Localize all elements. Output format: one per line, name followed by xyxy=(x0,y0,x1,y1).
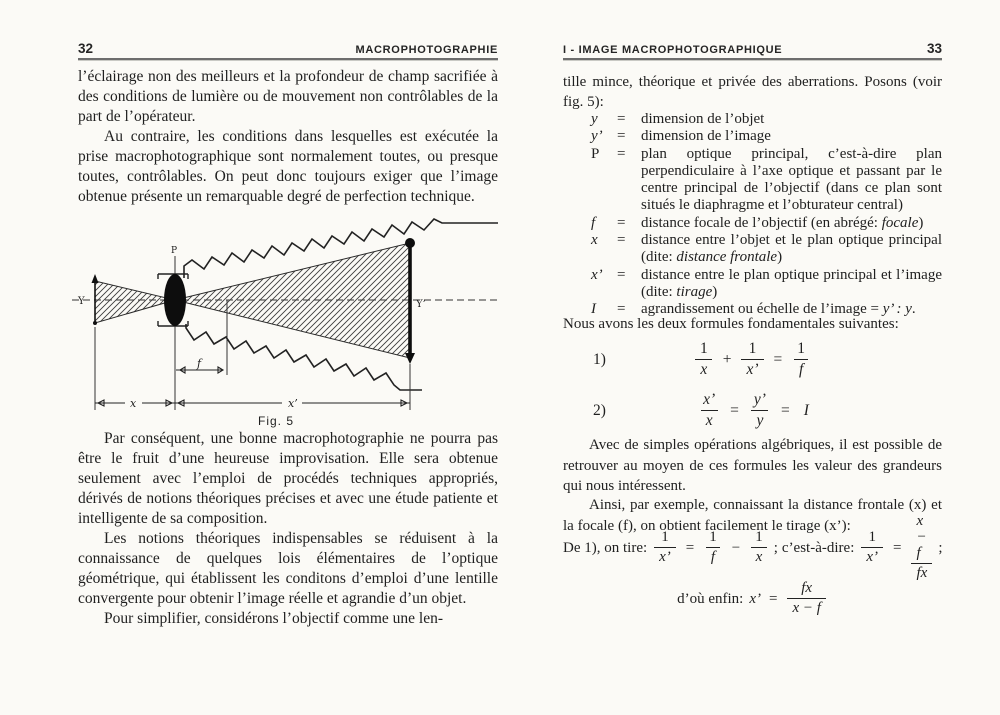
definition-term: x’ xyxy=(591,266,603,283)
equals-operator: = xyxy=(685,539,695,556)
page-left xyxy=(78,0,498,715)
desc-italic: tirage xyxy=(676,283,713,300)
numerator: 1 xyxy=(661,529,669,545)
figure-caption: Fig. 5 xyxy=(258,414,295,428)
desc-italic: focale xyxy=(881,214,919,231)
paragraph-eclairage: l’éclairage non des meilleurs et la profondeur de champ sacrifiée à des conditions de lumière ou de mouvement non contrôlables de la part de l’opérateur. xyxy=(78,68,498,125)
definition-desc xyxy=(641,232,942,267)
definitions-list xyxy=(591,111,942,319)
denominator: x’ xyxy=(861,547,883,566)
label-tirage-x-prime: x’ xyxy=(288,397,298,410)
denominator: x xyxy=(751,547,768,566)
denominator: y xyxy=(751,410,768,430)
paragraph-tille-mince: tille mince, théorique et privée des aberrations. Posons (voir fig. 5): xyxy=(563,74,942,110)
fraction xyxy=(698,392,720,429)
header-rule-right xyxy=(563,58,942,60)
fraction xyxy=(749,392,771,429)
formula-2 xyxy=(563,388,942,434)
object-beam-hatched xyxy=(95,281,175,323)
equals-operator: = xyxy=(730,402,739,419)
definition-term: I xyxy=(591,301,596,318)
running-head-title-left: MACROPHOTOGRAPHIE xyxy=(355,44,498,56)
result-i: I xyxy=(803,402,809,419)
final-intro: d’où enfin: xyxy=(677,590,744,607)
equals-sign: = xyxy=(617,128,626,145)
definition-term: x xyxy=(591,232,598,249)
fraction xyxy=(787,581,825,617)
formula-1 xyxy=(563,338,942,382)
derivation-middle: c’est-à-dire: xyxy=(781,539,855,556)
figure-5-svg xyxy=(70,214,506,430)
fraction xyxy=(792,341,810,378)
numerator: 1 xyxy=(748,340,757,358)
definition-row-p xyxy=(591,146,942,215)
derivation-intro: De 1), on tire: xyxy=(563,539,648,556)
numerator: fx xyxy=(801,580,813,596)
desc-text: plan optique principal, c’est-à-dire plan perpendiculaire à l’axe optique et passant par le centre principal de l’objectif (dans ce plan sont situés le diaphragme et l’obturateur central) xyxy=(641,145,942,214)
equals-sign: = xyxy=(617,214,626,231)
label-frontal-x: x xyxy=(130,397,137,410)
numerator: 1 xyxy=(755,529,763,545)
fraction xyxy=(750,530,768,566)
label-object-y: Y xyxy=(78,296,85,307)
page-number-right: 33 xyxy=(926,41,942,56)
paragraph-au-contraire: Au contraire, les conditions dans lesquelles est exécutée la prise macrophotographique sont normalement toutes, ou presque toutes, contrôlables. On peut donc toujours exiger que l’image obtenue présente un remarquable degré de perfection technique. xyxy=(78,128,498,205)
definition-term: f xyxy=(591,214,596,231)
definition-desc xyxy=(641,128,942,145)
semicolon: ; xyxy=(938,539,943,556)
paragraph-par-consequent: Par conséquent, une bonne macrophotographie ne pourra pas être le fruit d’une heureuse improvisation. Elle sera obtenue seulement avec l’emploi de procédés techniques appropriés, dérivés de notions théoriques précises et avec une étude patiente et intelligente de sa composition. xyxy=(78,430,498,527)
figure-5 xyxy=(70,214,506,430)
desc-text: agrandissement ou échelle de l’image = xyxy=(641,301,883,318)
equals-sign: = xyxy=(617,232,626,249)
image-arrowhead xyxy=(405,353,415,364)
label-principal-plane: P xyxy=(171,246,178,256)
fraction xyxy=(654,530,676,566)
definition-desc xyxy=(641,215,942,232)
definition-term: P xyxy=(591,145,600,162)
equals-operator: = xyxy=(893,539,902,556)
fraction xyxy=(861,530,883,566)
minus-operator: − xyxy=(731,539,741,556)
page-right xyxy=(563,0,942,715)
denominator: x xyxy=(695,359,712,379)
header-rule-left xyxy=(78,58,498,60)
definition-term: y’ xyxy=(591,128,603,145)
label-image-y-prime: Y’ xyxy=(416,299,426,310)
desc-tail: ) xyxy=(918,214,924,231)
desc-tail: . xyxy=(911,301,916,318)
desc-text: dimension de l’image xyxy=(641,128,771,145)
desc-text: distance focale de l’objectif (en abrégé: xyxy=(641,214,882,231)
paragraph-ainsi: Ainsi, par exemple, connaissant la distance frontale (x) et la focale (f), on obtient facilement le tirage (x’): xyxy=(563,497,942,534)
left-text-block-top xyxy=(78,67,498,207)
fraction xyxy=(704,530,722,566)
equals-operator: = xyxy=(780,402,790,419)
denominator: f xyxy=(706,547,720,566)
denominator: x’ xyxy=(654,547,676,566)
numerator: x’ xyxy=(703,391,716,409)
label-focal-f: f xyxy=(197,357,202,370)
page-number-left: 32 xyxy=(78,41,94,56)
left-text-block-bottom xyxy=(78,429,498,629)
numerator: y’ xyxy=(753,391,766,409)
definition-row-f xyxy=(591,215,942,232)
equals-sign: = xyxy=(617,266,626,283)
equals-sign: = xyxy=(617,145,626,162)
definition-row-y xyxy=(591,111,942,128)
definition-row-x xyxy=(591,232,942,267)
definition-term: y xyxy=(591,111,598,127)
running-head-left xyxy=(78,41,498,56)
denominator: x’ xyxy=(741,359,763,379)
equals-operator: = xyxy=(773,351,783,368)
desc-tail: ) xyxy=(712,283,718,300)
paragraph-avec-block xyxy=(563,435,942,497)
running-head-title-right: I - IMAGE MACROPHOTOGRAPHIQUE xyxy=(563,44,783,56)
denominator: f xyxy=(794,359,808,379)
object-foot-dot xyxy=(93,321,97,325)
denominator: x − f xyxy=(787,598,825,617)
numerator: 1 xyxy=(868,529,876,545)
lhs-x-prime: x’ xyxy=(749,590,761,607)
fraction xyxy=(911,514,932,582)
formula-2-label: 2) xyxy=(593,402,606,419)
paragraph-avec: Avec de simples opérations algébriques, il est possible de retrouver au moyen de ces formules les valeur des grandeurs qui nous intéressent. xyxy=(563,437,942,494)
numerator: x − f xyxy=(916,513,927,561)
semicolon: ; xyxy=(773,539,778,556)
fraction xyxy=(741,341,763,378)
plus-operator: + xyxy=(722,351,732,368)
numerator: 1 xyxy=(797,340,806,358)
paragraph-pour-simplifier: Pour simplifier, considérons l’objectif comme une len- xyxy=(104,610,444,627)
numerator: 1 xyxy=(709,529,717,545)
formula-1-label: 1) xyxy=(593,351,606,368)
image-top-dot xyxy=(405,238,415,248)
equals-sign: = xyxy=(617,301,626,318)
desc-italic: distance frontale xyxy=(676,249,778,266)
desc-italic: y’ : y xyxy=(882,301,912,318)
running-head-right xyxy=(563,41,942,56)
desc-text: distance entre l’objet et le plan optique principal (dite: xyxy=(641,232,942,266)
denominator: fx xyxy=(911,563,932,582)
paragraph-nous-avons: Nous avons les deux formules fondamentales suivantes: xyxy=(563,316,899,332)
paragraph-les-notions: Les notions théoriques indispensables se réduisent à la connaissance de quelques lois élémentaires de l’optique géométrique, qui établissent les conditons d’emploi d’une lentille convergente pour obtenir l’image réelle et agrandie d’un objet. xyxy=(78,530,498,607)
denominator: x xyxy=(701,410,718,430)
definition-desc xyxy=(641,146,942,215)
definition-desc xyxy=(641,111,942,128)
desc-tail: ) xyxy=(777,249,783,266)
definition-row-y-prime xyxy=(591,128,942,145)
fraction xyxy=(695,341,713,378)
definition-row-x-prime xyxy=(591,267,942,302)
object-arrowhead xyxy=(92,274,99,283)
definition-desc xyxy=(641,267,942,302)
final-formula-line xyxy=(563,576,942,622)
equals-sign: = xyxy=(617,111,626,127)
desc-text: distance entre le plan optique principal et l’image (dite: xyxy=(641,266,942,300)
equals-operator: = xyxy=(768,590,778,607)
numerator: 1 xyxy=(699,340,708,358)
lens-ellipse xyxy=(164,274,186,326)
desc-text: dimension de l’objet xyxy=(641,111,765,127)
